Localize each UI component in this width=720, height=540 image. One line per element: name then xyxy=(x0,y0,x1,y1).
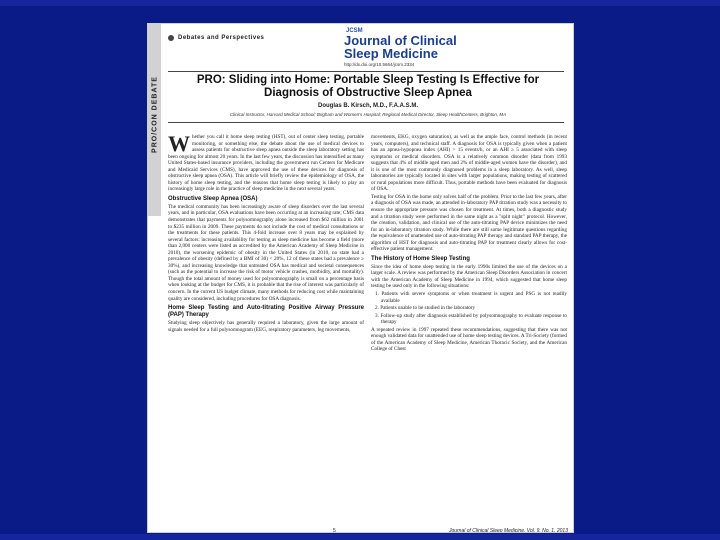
article-page xyxy=(148,24,573,532)
paragraph-history: Since the idea of home sleep testing in the early 1990s limited the use of the devices on a larger scale. A review was performed by the American Sleep Disorders Association in concert with the American Academy of Sleep Medicine in 1994, which suggested that home sleep testing be used only in the following situations: xyxy=(371,263,567,290)
right-column xyxy=(371,134,567,354)
bullet-icon xyxy=(168,35,174,41)
title-line-1: PRO: Sliding into Home: Portable Sleep Testing Is Effective for xyxy=(196,74,540,86)
title-line-2: Diagnosis of Obstructive Sleep Apnea xyxy=(264,87,472,99)
left-column xyxy=(168,131,364,334)
paragraph-right-2: Testing for OSA in the home only solves half of the problem. Prior to the last few years, after a diagnosis of OSA was made, an attended in-laboratory PAP titration study was a necessity to ensure the appropriate pressure was chosen for treatment. At times, both a diagnostic study and a titration study were performed in the same night as a "split night" protocol. However, the creation, validation, and clinical use of the auto-titrating PAP device minimizes the need for an in-laboratory titration study. While there are still some legitimate questions regarding the equivalence of unattended use of auto-titrating PAP therapy and standard PAP therapy, the algorithm of HST for diagnosis and auto-titrating PAP for treatment clearly allows for cost-effective patient management. xyxy=(371,193,567,253)
list-item: 3. Follow-up study after diagnosis established by polysomnography to evaluate response to therapy xyxy=(375,312,567,326)
side-tab-label: PRO/CON DEBATE xyxy=(151,76,159,153)
journal-name-line1: Journal of Clinical xyxy=(344,33,457,48)
heading-osa: Obstructive Sleep Apnea (OSA) xyxy=(168,195,258,202)
paragraph-history-2: A repeated review in 1997 repeated these recommendations, suggesting that there was not enough validated data for unattended use of home sleep testing devices. A Tri-Society (formed of the American Academy of Sleep Medicine, American Thoracic Society, and the American College of Chest xyxy=(371,326,567,353)
slide-top-band xyxy=(0,0,720,6)
paragraph-hst-pap: Studying sleep objectively has generally required a laboratory, given the large amount of signals needed for a full polysomnogram (EEG, respiratory parameters, leg movements, xyxy=(168,320,364,333)
title-rule xyxy=(168,122,564,123)
slide-bottom-band xyxy=(0,534,720,540)
side-tab xyxy=(148,24,161,216)
heading-history: The History of Home Sleep Testing xyxy=(371,255,470,262)
journal-brand xyxy=(344,28,564,67)
header-rule xyxy=(168,71,564,72)
doi-url: http://dx.doi.org/10.5664/jcsm.2334 xyxy=(344,62,415,67)
section-label-text: Debates and Perspectives xyxy=(178,35,265,41)
journal-citation: Journal of Clinical Sleep Medicine, Vol. 9, No. 1, 2013 xyxy=(448,528,568,532)
heading-hst-pap: Home Sleep Testing and Auto-titrating Positive Airway Pressure (PAP) Therapy xyxy=(168,305,364,319)
list-item: 2. Patients unable to be studied in the laboratory xyxy=(375,305,476,312)
paragraph-right-1: movements, EKG, oxygen saturation), as well as the ample face, control methods (in recent years, computers), and technical staff. A diagnosis for OSA is typically given when a patient has an apnea-hypopnea index (AHI) > 15 events/h, or an AHI ≥ 5 associated with sleep symptoms or medical disorders. OSA is a relatively common disorder (data from 1993 suggests that 4% of middle aged men and 2% of middle-aged women have the disorder), and it is one of the most commonly diagnosed problems in a sleep laboratory. As well, sleep laboratories are typically located in sites with larger populations, making testing of scattered or rural populations more difficult. Thus, portable methods have been evaluated for diagnosis of OSA. xyxy=(371,134,567,193)
journal-acronym: JCSM xyxy=(346,28,363,34)
journal-name-line2: Sleep Medicine xyxy=(344,46,438,61)
paragraph-osa: The medical community has been increasingly aware of sleep disorders over the last several years, and in particular, OSA evaluations have been occurring at an increasing rate; CMS data demonstrates that payments for polysomnography alone increased from $62 million in 2001 to $235 million in 2009. These payments do not include the cost of medical consultations or the treatments for these patients. This 4-fold increase over 8 years may be explained by several factors: increasing availability for testing as sleep medicine has become a field (more than 2,000 centers were listed as accredited by the American Academy of Sleep Medicine in 2010), the worsening epidemic of obesity in the United States (in 2010, no state had a prevalence of obesity (defined by a BMI of 30) < 20%, 12 of these states had a prevalence ≥ 30%), and increasing knowledge that untreated OSA has medical and societal consequences (such as the potential to increase the risk of motor vehicle crashes, morbidity, and mortality). Though the total amount of money used for polysomnography is small on a percentage basis when looking at the budget for CMS, it is probable that the rise of interest was particularly of concern. In the current US budget climate, many methods for reducing cost while maintaining quality are considered, including procedures for OSA diagnosis. xyxy=(168,203,364,302)
section-label xyxy=(168,35,264,41)
intro-paragraph xyxy=(168,131,364,193)
author-line: Douglas B. Kirsch, M.D., F.A.A.S.M. xyxy=(317,103,418,109)
page-number: 5 xyxy=(333,528,336,532)
affiliation-line: Clinical Instructor, Harvard Medical School; Brigham and Women's Hospital; Regional Medical Director, Sleep HealthCenters, Brighton, MA xyxy=(229,112,507,117)
article-title xyxy=(178,74,558,100)
drop-cap: W xyxy=(168,131,190,156)
list-item: 1. Patients with severe symptoms or when treatment is urgent and PSG is not readily available xyxy=(375,291,567,304)
intro-text: hether you call it home sleep testing (HST), out of center sleep testing, portable monitoring, or something else, the debate about the use of medical devices to assess patients for obstructive sleep apnea outside the sleep laboratory setting has been ongoing for almost 20 years. In the last few years, the discussion has intensified as many United States-based insurance providers, including the government run Centers for Medicare and Medicaid Services (CMS), have approved the use of these devices for diagnosis of obstructive sleep apnea (OSA). This article will briefly review the epidemiology of OSA, the history of home sleep testing, and the reasons that home sleep testing is likely to play an increasingly large role in the practice of sleep medicine in the next several years. xyxy=(168,134,364,193)
